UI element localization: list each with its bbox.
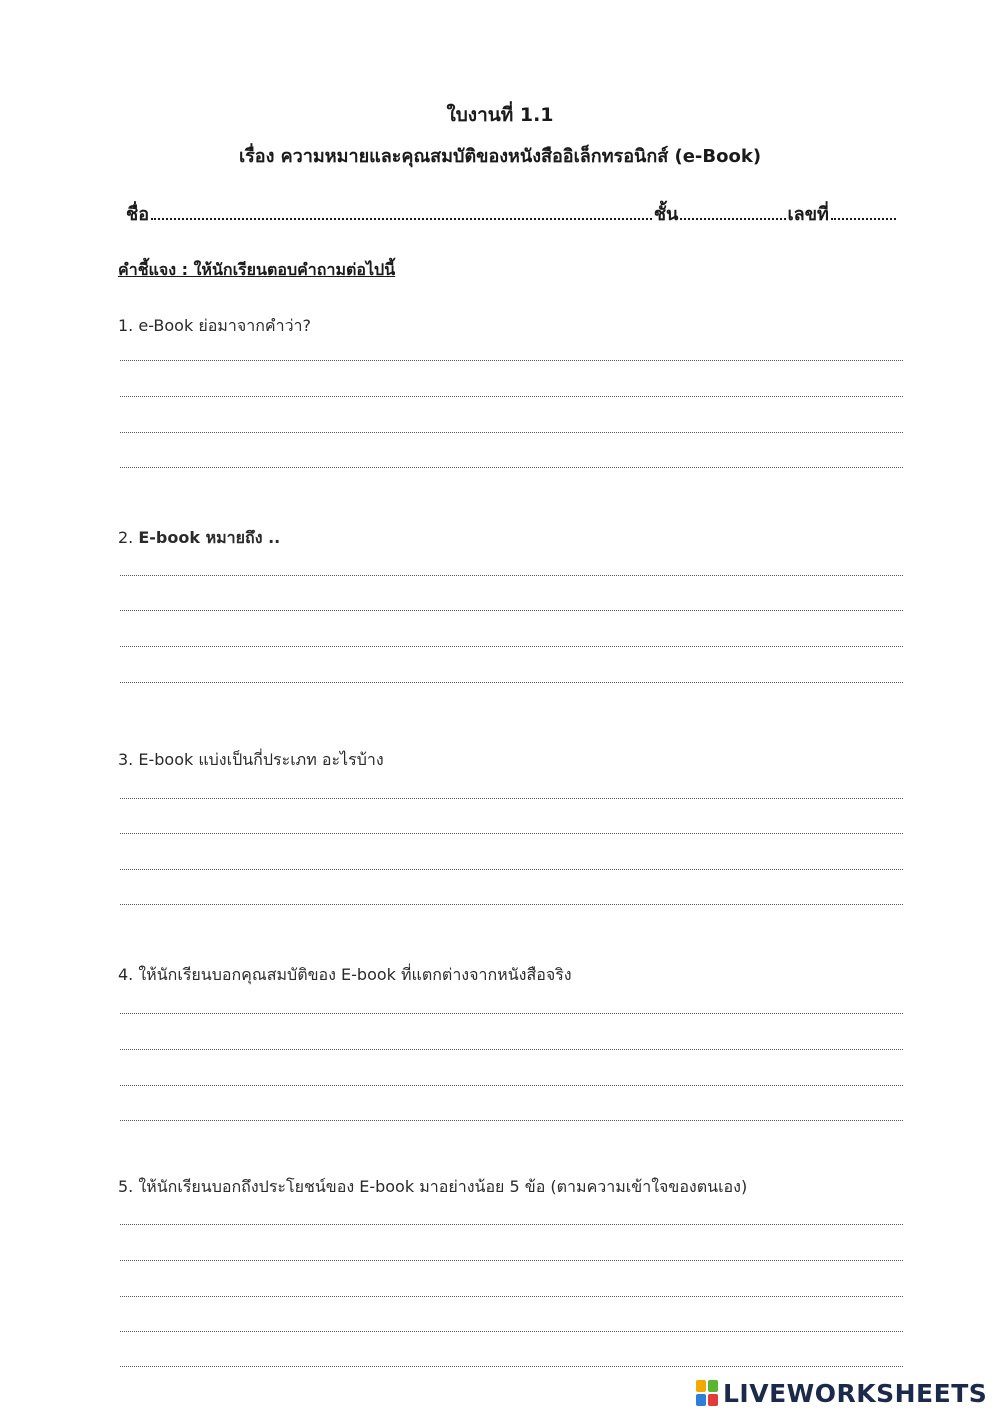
question-number: 1.: [118, 316, 134, 335]
answer-line[interactable]: [120, 467, 903, 468]
answer-line[interactable]: [120, 1331, 903, 1332]
worksheet-subject: เรื่อง ความหมายและคุณสมบัติของหนังสืออิเล็กทรอนิกส์ (e-Book): [238, 146, 762, 167]
name-blank[interactable]: [151, 204, 652, 220]
student-info-row: [126, 199, 898, 228]
answer-line[interactable]: [120, 610, 903, 611]
question-1: [118, 314, 311, 339]
question-text: ให้นักเรียนบอกถึงประโยชน์ของ E-book มาอย่างน้อย 5 ข้อ (ตามความเข้าใจของตนเอง): [138, 1177, 748, 1196]
class-blank[interactable]: [680, 204, 785, 220]
logo-square: [708, 1394, 718, 1406]
number-label: เลขที่: [787, 204, 829, 225]
worksheet-title: ใบงานที่ 1.1: [446, 104, 554, 126]
question-number: 5.: [118, 1177, 134, 1196]
answer-line[interactable]: [120, 1013, 903, 1014]
question-text: E-book แบ่งเป็นกี่ประเภท อะไรบ้าง: [138, 750, 384, 769]
answer-line[interactable]: [120, 432, 903, 433]
question-text: e-Book ย่อมาจากคำว่า?: [138, 316, 312, 335]
answer-line[interactable]: [120, 798, 903, 799]
answer-line[interactable]: [120, 1296, 903, 1297]
question-text: E-book หมายถึง ..: [138, 528, 281, 547]
question-number: 2.: [118, 528, 134, 547]
logo-square: [696, 1394, 706, 1406]
answer-line[interactable]: [120, 904, 903, 905]
answer-line[interactable]: [120, 1260, 903, 1261]
answer-line[interactable]: [120, 1085, 903, 1086]
logo-square: [708, 1380, 718, 1392]
logo-square: [696, 1380, 706, 1392]
number-blank[interactable]: [831, 204, 896, 220]
answer-line[interactable]: [120, 360, 903, 361]
class-label: ชั้น: [653, 204, 679, 225]
answer-line[interactable]: [120, 575, 903, 576]
question-text: ให้นักเรียนบอกคุณสมบัติของ E-book ที่แตกต่างจากหนังสือจริง: [138, 965, 572, 984]
liveworksheets-logo-icon: [696, 1380, 718, 1406]
question-4: [118, 963, 572, 988]
question-5: [118, 1175, 747, 1200]
question-2: [118, 526, 280, 551]
question-number: 3.: [118, 750, 134, 769]
answer-line[interactable]: [120, 682, 903, 683]
liveworksheets-logo: [696, 1378, 987, 1408]
answer-line[interactable]: [120, 646, 903, 647]
answer-line[interactable]: [120, 1049, 903, 1050]
question-3: [118, 748, 384, 773]
logo-text: LIVEWORKSHEETS: [723, 1378, 988, 1408]
instruction-text: คำชี้แจง : ให้นักเรียนตอบคำถามต่อไปนี้: [118, 260, 396, 279]
answer-line[interactable]: [120, 1224, 903, 1225]
answer-line[interactable]: [120, 1120, 903, 1121]
name-label: ชื่อ: [126, 204, 150, 225]
answer-line[interactable]: [120, 833, 903, 834]
answer-line[interactable]: [120, 396, 903, 397]
answer-line[interactable]: [120, 869, 903, 870]
answer-line[interactable]: [120, 1366, 903, 1367]
question-number: 4.: [118, 965, 134, 984]
